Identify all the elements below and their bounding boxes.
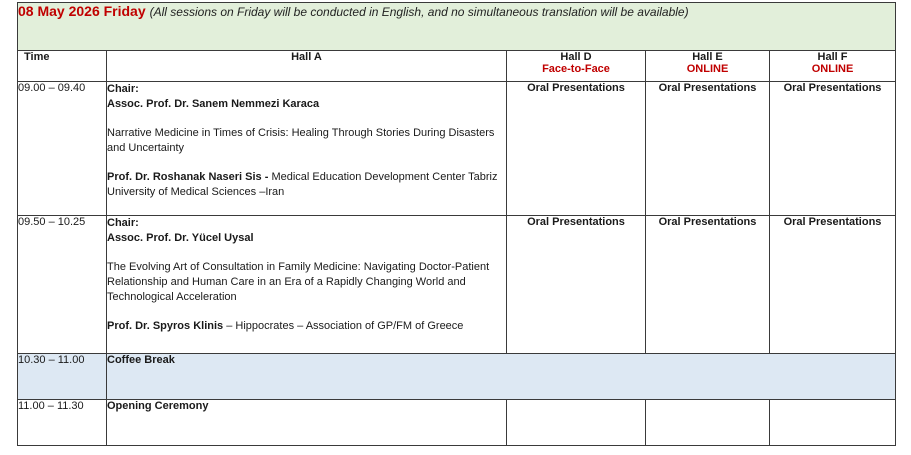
hall-e-session: Oral Presentations xyxy=(646,82,770,216)
col-hall-f xyxy=(770,51,896,82)
hall-f-session: Oral Presentations xyxy=(770,82,896,216)
day-banner xyxy=(18,3,896,51)
col-hall-d xyxy=(507,51,646,82)
coffee-break-row xyxy=(18,354,896,400)
col-hall-e-label: Hall E xyxy=(692,51,723,63)
col-hall-a: Hall A xyxy=(107,51,507,82)
opening-ceremony-row xyxy=(18,400,896,446)
hall-e-session: Oral Presentations xyxy=(646,216,770,354)
hall-d-session: Oral Presentations xyxy=(507,216,646,354)
hall-f-empty xyxy=(770,400,896,446)
language-note: (All sessions on Friday will be conducted in English, and no simultaneous translation will be available) xyxy=(149,5,689,19)
chair-label: Chair: xyxy=(107,83,139,95)
speaker-affiliation: Medical Education Development Center Tabriz University of Medical Sciences –Iran xyxy=(107,171,498,198)
session-hall-a xyxy=(107,216,507,354)
opening-ceremony-label: Opening Ceremony xyxy=(107,400,507,446)
session-time: 09.00 – 09.40 xyxy=(18,82,107,216)
coffee-break-label: Coffee Break xyxy=(107,354,896,400)
day-banner-cell xyxy=(18,3,896,51)
chair-label: Chair: xyxy=(107,217,139,229)
column-header-row xyxy=(18,51,896,82)
hall-d-empty xyxy=(507,400,646,446)
speaker-line xyxy=(107,319,506,334)
chair-name: Assoc. Prof. Dr. Sanem Nemmezi Karaca xyxy=(107,98,320,110)
col-hall-f-label: Hall F xyxy=(817,51,848,63)
hall-e-empty xyxy=(646,400,770,446)
speaker-name: Prof. Dr. Spyros Klinis xyxy=(107,320,224,332)
talk-title: The Evolving Art of Consultation in Family Medicine: Navigating Doctor-Patient Relationship and Human Care in an Era of a Rapidly Changing World and Technological Acceleration xyxy=(107,261,490,303)
col-hall-d-label: Hall D xyxy=(560,51,592,63)
day-date: 08 May 2026 Friday xyxy=(18,3,146,19)
speaker-line xyxy=(107,170,506,200)
hall-f-session: Oral Presentations xyxy=(770,216,896,354)
col-hall-e-mode: ONLINE xyxy=(686,63,729,75)
speaker-affiliation: – Hippocrates – Association of GP/FM of Greece xyxy=(223,320,464,332)
session-time: 09.50 – 10.25 xyxy=(18,216,107,354)
program-table xyxy=(17,2,896,446)
chair-name: Assoc. Prof. Dr. Yücel Uysal xyxy=(107,232,254,244)
col-hall-e xyxy=(646,51,770,82)
hall-d-session: Oral Presentations xyxy=(507,82,646,216)
session-row xyxy=(18,82,896,216)
opening-ceremony-time: 11.00 – 11.30 xyxy=(18,400,107,446)
session-row xyxy=(18,216,896,354)
session-hall-a xyxy=(107,82,507,216)
col-hall-d-mode: Face-to-Face xyxy=(542,63,610,75)
speaker-name: Prof. Dr. Roshanak Naseri Sis - xyxy=(107,171,269,183)
col-hall-f-mode: ONLINE xyxy=(811,63,854,75)
col-time: Time xyxy=(18,51,107,82)
coffee-break-time: 10.30 – 11.00 xyxy=(18,354,107,400)
talk-title: Narrative Medicine in Times of Crisis: Healing Through Stories During Disasters and Uncertainty xyxy=(107,127,495,154)
